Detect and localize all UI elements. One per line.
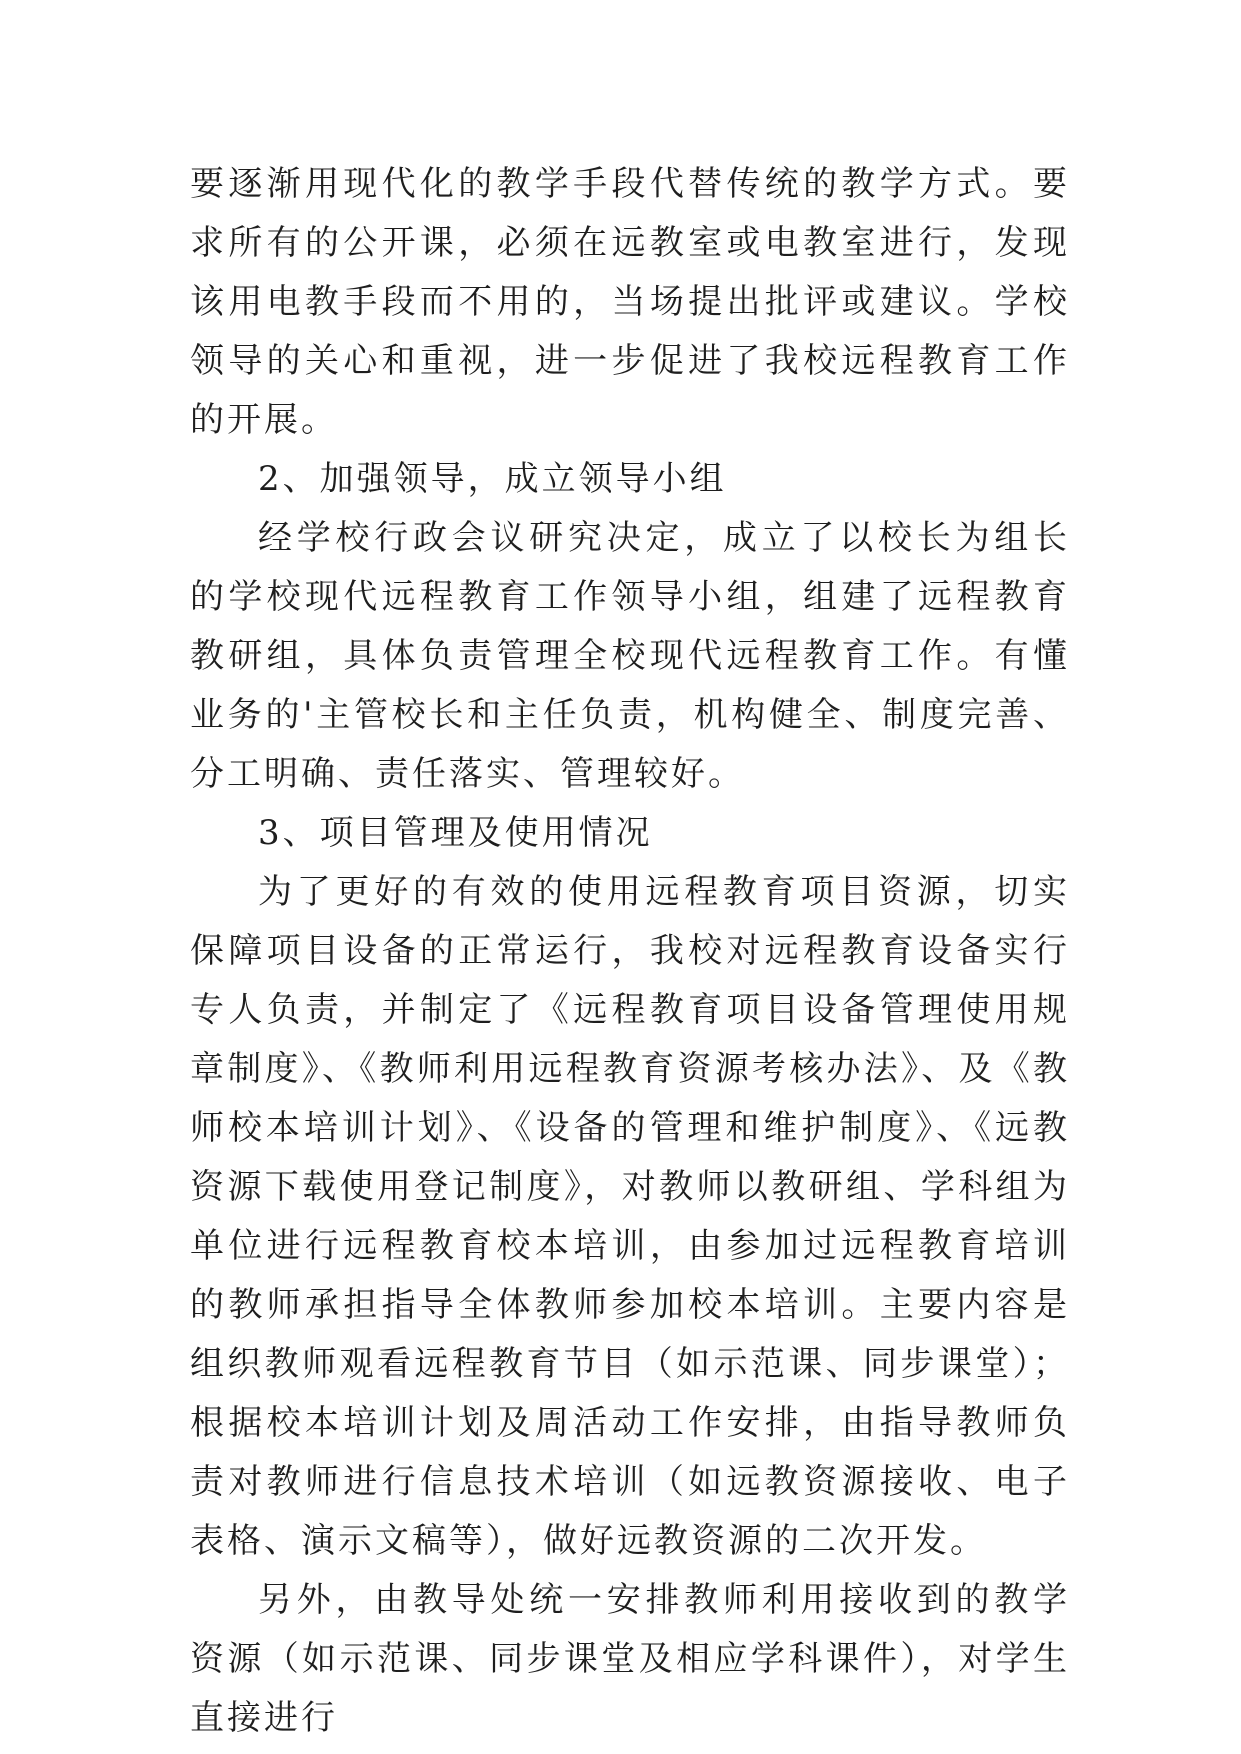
document-body <box>190 155 1070 1748</box>
paragraph-3: 为了更好的有效的使用远程教育项目资源，切实保障项目设备的正常运行，我校对远程教育设备实行专人负责，并制定了《远程教育项目设备管理使用规章制度》、《教师利用远程教育资源考核办法》、及《教师校本培训计划》、《设备的管理和维护制度》、《远教资源下载使用登记制度》，对教师以教研组、学科组为单位进行远程教育校本培训，由参加过远程教育培训的教师承担指导全体教师参加校本培训。主要内容是组织教师观看远程教育节目（如示范课、同步课堂）；根据校本培训计划及周活动工作安排，由指导教师负责对教师进行信息技术培训（如远教资源接收、电子表格、演示文稿等），做好远教资源的二次开发。 <box>190 872 1070 1561</box>
paragraph-2: 经学校行政会议研究决定，成立了以校长为组长的学校现代远程教育工作领导小组，组建了远程教育教研组，具体负责管理全校现代远程教育工作。有懂业务的'主管校长和主任负责，机构健全、制度完善、分工明确、责任落实、管理较好。 <box>190 518 1070 794</box>
section-heading-2: 2、加强领导，成立领导小组 <box>258 459 727 499</box>
paragraph-1: 要逐渐用现代化的教学手段代替传统的教学方式。要求所有的公开课，必须在远教室或电教室进行，发现该用电教手段而不用的，当场提出批评或建议。学校领导的关心和重视，进一步促进了我校远程教育工作的开展。 <box>190 164 1070 440</box>
section-heading-3: 3、项目管理及使用情况 <box>258 813 653 853</box>
paragraph-4: 另外，由教导处统一安排教师利用接收到的教学资源（如示范课、同步课堂及相应学科课件），对学生直接进行 <box>190 1580 1070 1738</box>
